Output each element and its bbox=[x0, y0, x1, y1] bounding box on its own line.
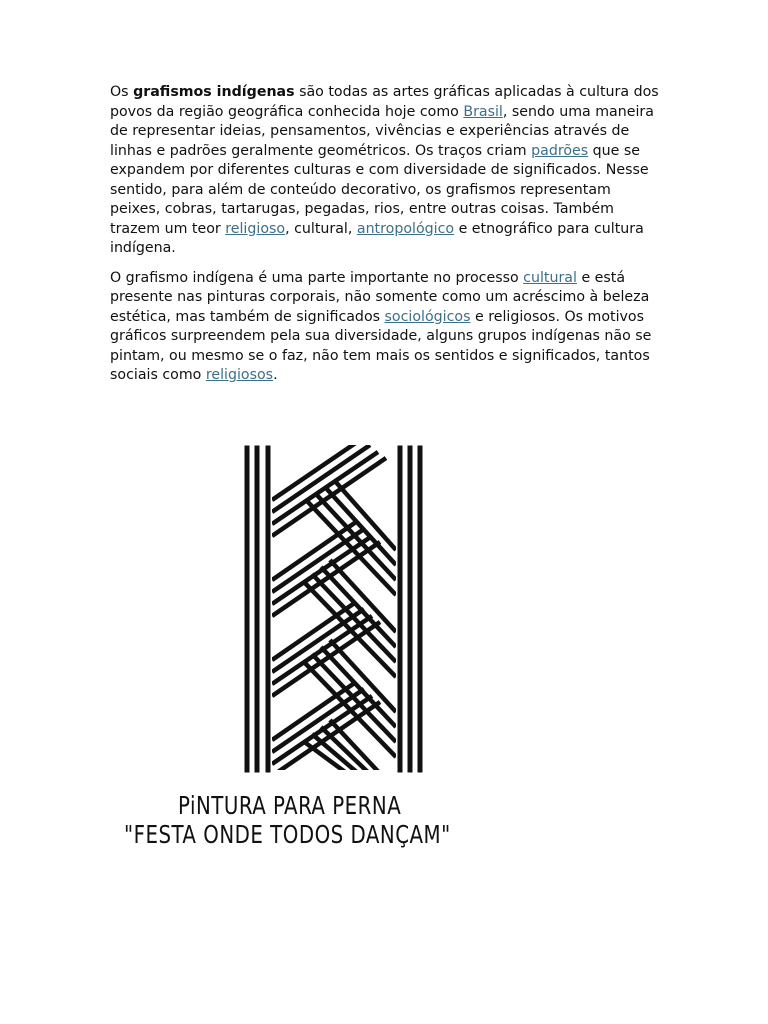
bold-term: grafismos indígenas bbox=[133, 84, 295, 100]
text: e religiosos. Os motivos gráficos surpreendem pela sua diversidade, alguns grupos indígenas não se pintam, ou mesmo se o faz, não tem mais os sentidos e significados, tantos sociais como bbox=[110, 308, 652, 383]
text: são todas as artes gráficas aplicadas à cultura dos povos da região geográfica conhecida hoje como bbox=[110, 84, 659, 120]
paragraph-intro bbox=[110, 83, 660, 259]
link-antropologico[interactable]: antropológico bbox=[356, 220, 455, 237]
link-sociologicos[interactable]: sociológicos bbox=[384, 308, 471, 325]
text: . bbox=[273, 367, 278, 383]
paragraph-second bbox=[110, 269, 660, 386]
text: e etnográfico para cultura indígena. bbox=[110, 220, 644, 256]
figure-caption-title: PiNTURA PARA PERNA bbox=[178, 792, 402, 821]
link-religioso[interactable]: religioso bbox=[225, 220, 286, 237]
figure-caption-subtitle: "FESTA ONDE TODOS DANÇAM" bbox=[124, 821, 451, 850]
link-brasil[interactable]: Brasil bbox=[463, 103, 503, 120]
text: e está presente nas pinturas corporais, não somente como um acréscimo à beleza estética, mas também de significados bbox=[110, 269, 650, 325]
leg-painting-pattern-illustration bbox=[120, 440, 500, 780]
text: que se expandem por diferentes culturas e com diversidade de significados. Nesse sentido, para além de conteúdo decorativo, os grafismos representam peixes, cobras, tartarugas, pegadas, rios, entre outras coisas. Também trazem um teor bbox=[110, 142, 649, 237]
text: Os bbox=[110, 84, 134, 100]
article-body bbox=[110, 83, 660, 396]
link-cultural[interactable]: cultural bbox=[523, 269, 577, 286]
text: , cultural, bbox=[285, 220, 357, 237]
graphic-pattern-figure bbox=[120, 440, 500, 860]
link-padroes[interactable]: padrões bbox=[531, 142, 589, 159]
text: O grafismo indígena é uma parte importante no processo bbox=[110, 269, 524, 286]
text: , sendo uma maneira de representar ideias, pensamentos, vivências e experiências através de linhas e padrões geralmente geométricos. Os traços criam bbox=[110, 103, 654, 159]
link-religiosos[interactable]: religiosos bbox=[205, 367, 274, 383]
